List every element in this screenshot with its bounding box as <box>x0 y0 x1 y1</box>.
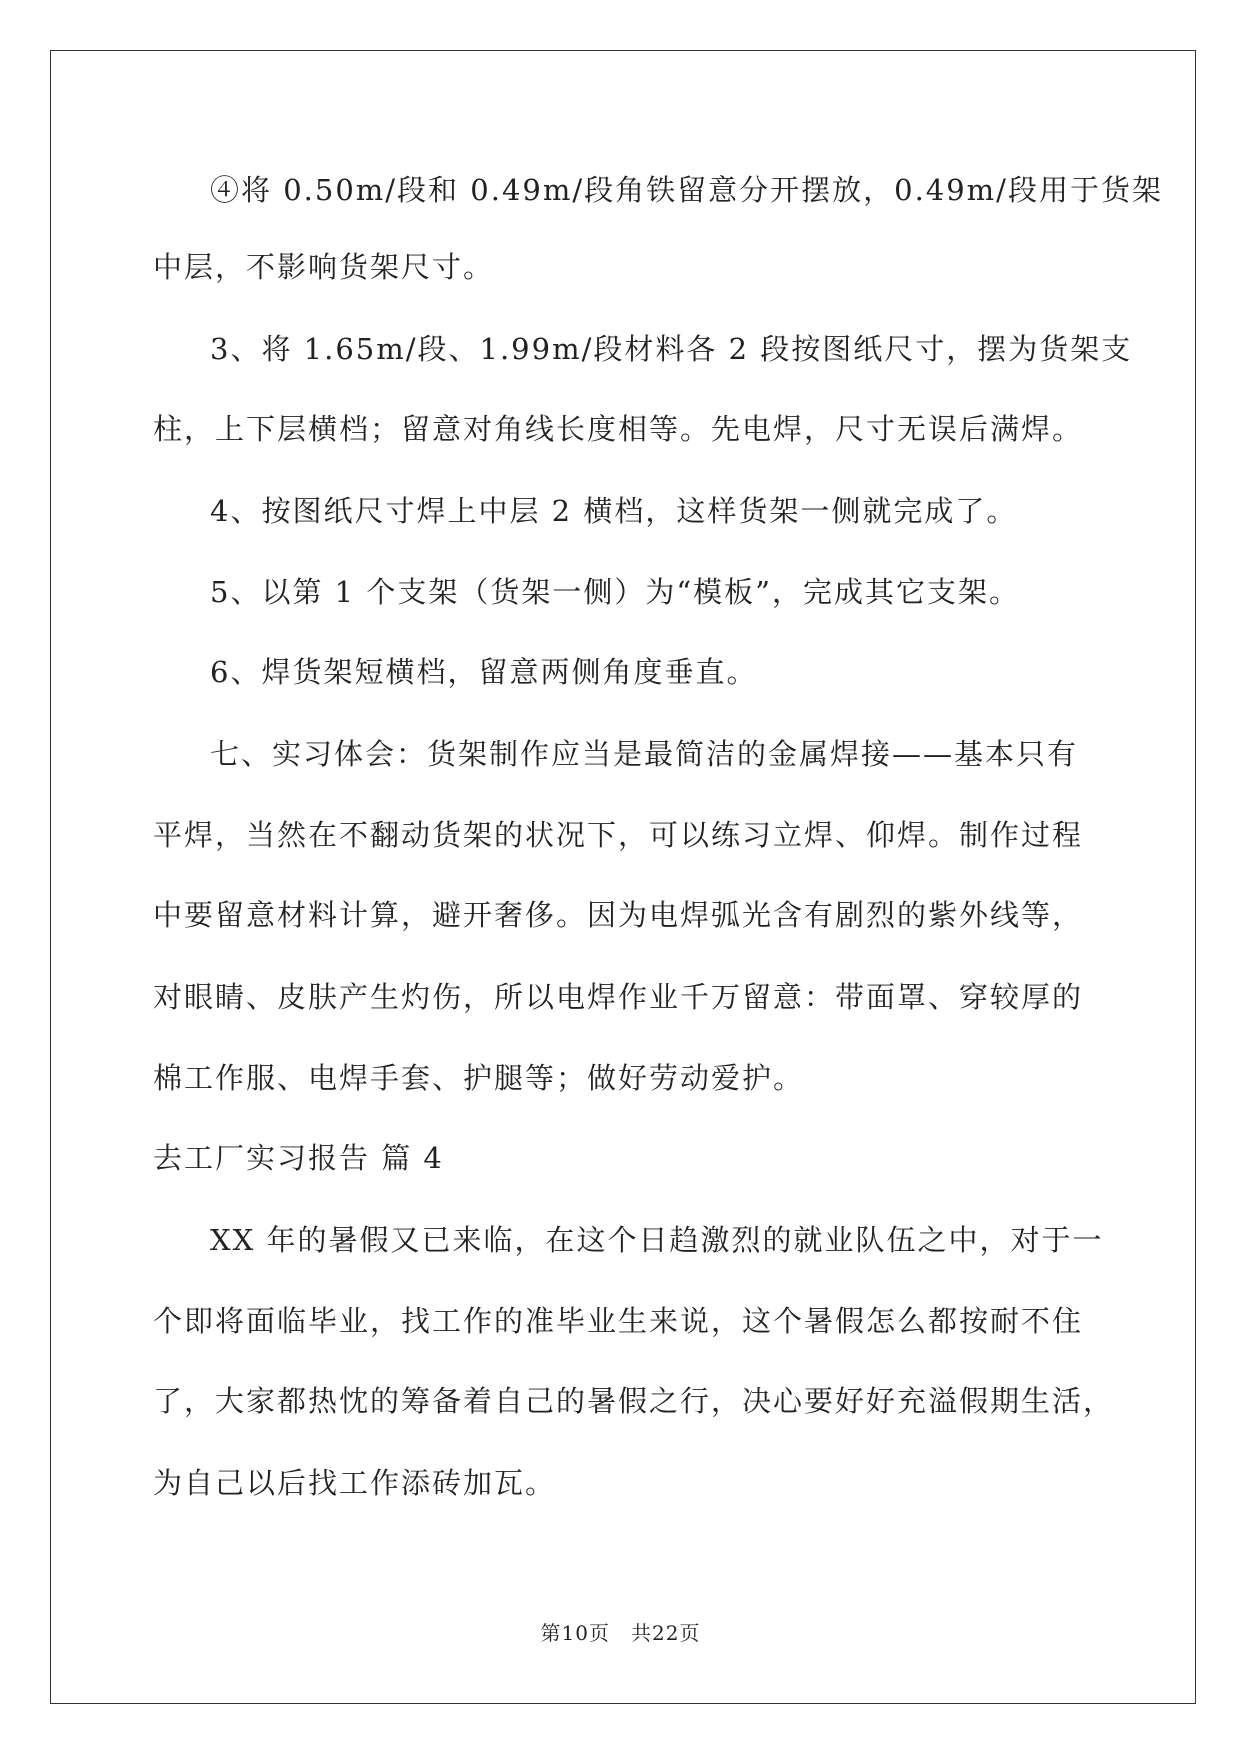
text-line: 5、以第 1 个支架（货架一侧）为“模板”，完成其它支架。 <box>210 575 1020 609</box>
section-heading: 去工厂实习报告 篇 4 <box>153 1141 444 1175</box>
text-line: 个即将面临毕业，找工作的准毕业生来说，这个暑假怎么都按耐不住 <box>153 1304 1084 1338</box>
text-line: XX 年的暑假又已来临，在这个日趋激烈的就业队伍之中，对于一 <box>210 1223 1104 1257</box>
text-line: 七、实习体会：货架制作应当是最简洁的金属焊接——基本只有 <box>210 737 1079 771</box>
text-line: 中要留意材料计算，避开奢侈。因为电焊弧光含有剧烈的紫外线等， <box>153 898 1084 932</box>
text-line: ④将 0.50m/段和 0.49m/段角铁留意分开摆放，0.49m/段用于货架 <box>210 173 1163 207</box>
page-border <box>50 50 1196 1704</box>
text-line: 3、将 1.65m/段、1.99m/段材料各 2 段按图纸尺寸，摆为货架支 <box>210 332 1133 366</box>
page-number-footer: 第10页 共22页 <box>540 1621 701 1645</box>
text-line: 平焊，当然在不翻动货架的状况下，可以练习立焊、仰焊。制作过程 <box>153 818 1084 852</box>
text-line: 柱，上下层横档；留意对角线长度相等。先电焊，尺寸无误后满焊。 <box>153 412 1084 446</box>
text-line: 对眼睛、皮肤产生灼伤，所以电焊作业千万留意：带面罩、穿较厚的 <box>153 980 1084 1014</box>
text-line: 为自己以后找工作添砖加瓦。 <box>153 1466 557 1500</box>
text-line: 棉工作服、电焊手套、护腿等；做好劳动爱护。 <box>153 1061 805 1095</box>
text-line: 了，大家都热忱的筹备着自己的暑假之行，决心要好好充溢假期生活， <box>153 1384 1115 1418</box>
text-line: 4、按图纸尺寸焊上中层 2 横档，这样货架一侧就完成了。 <box>210 494 1018 528</box>
text-line: 6、焊货架短横档，留意两侧角度垂直。 <box>210 655 758 689</box>
text-line: 中层，不影响货架尺寸。 <box>153 250 495 284</box>
